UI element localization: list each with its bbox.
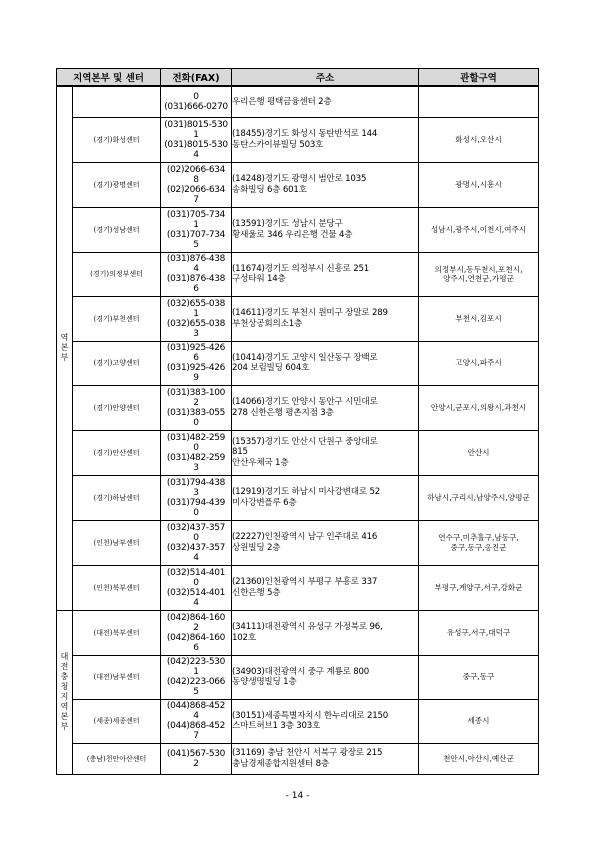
table-row	[57, 565, 539, 610]
jurisdiction-cell	[419, 743, 539, 774]
region-name-char: 부	[60, 353, 69, 363]
address-line: 황새울로 346 우리은행 건물 4층	[232, 229, 353, 240]
region-name-char: 본	[60, 343, 69, 353]
phone-cell	[161, 520, 232, 565]
table-row	[57, 430, 539, 475]
address-line: 상원빌딩 2층	[232, 542, 281, 553]
phone-line: 2	[193, 622, 199, 633]
phone-line: 0	[193, 91, 199, 102]
jurisdiction-line: 유성구,서구,대덕구	[446, 627, 511, 637]
table-row	[57, 743, 539, 774]
phone-line: 0	[193, 577, 199, 588]
table-row	[57, 117, 539, 162]
center-name-cell: (경기)의정부센터	[73, 252, 161, 296]
center-name-cell: (경기)안산센터	[73, 430, 161, 475]
address-cell	[232, 743, 419, 774]
page-number: - 14 -	[285, 791, 310, 801]
address-line: (18455)경기도 화성시 동탄반석로 144	[232, 129, 378, 139]
phone-line: (031)8015-530	[164, 139, 228, 150]
region-name-char: 본	[60, 712, 69, 721]
phone-line: 5	[193, 687, 199, 697]
table-body	[57, 86, 539, 774]
address-line: (15357)경기도 안산시 단원구 중앙대로	[232, 436, 378, 447]
address-cell	[232, 385, 419, 430]
jurisdiction-cell	[419, 117, 539, 162]
phone-line: (031)925-426	[166, 363, 226, 373]
phone-line: 0	[193, 417, 199, 428]
phone-cell	[161, 475, 232, 520]
table-row	[57, 252, 539, 296]
phone-line: 2	[193, 397, 199, 408]
phone-cell	[161, 385, 232, 430]
phone-line: 7	[193, 194, 199, 205]
address-line: (11674)경기도 의정부시 신흥로 251	[232, 263, 370, 274]
phone-line: (032)655-038	[166, 318, 226, 329]
address-line: (34111)대전광역시 유성구 가정북로 96,	[232, 622, 383, 632]
jurisdiction-cell	[419, 341, 539, 385]
table-row	[57, 162, 539, 207]
jurisdiction-line: 성남시,광주시,이천시,여주시	[430, 224, 527, 234]
address-line: 구성타워 14층	[232, 274, 286, 284]
phone-line: (031)794-438	[166, 477, 226, 488]
address-cell	[232, 565, 419, 610]
phone-cell	[161, 117, 232, 162]
phone-line: (032)437-357	[166, 542, 226, 553]
phone-cell	[161, 699, 232, 743]
phone-line: (032)514-401	[166, 587, 226, 598]
phone-line: 3	[193, 328, 199, 339]
phone-line: (032)437-357	[166, 522, 226, 533]
phone-line: (031)876-438	[166, 254, 226, 264]
jurisdiction-line: 세종시	[467, 716, 490, 726]
address-cell	[232, 475, 419, 520]
jurisdiction-line: 양주시,연천군,가평군	[443, 274, 514, 283]
phone-cell	[161, 162, 232, 207]
center-name-cell: (충남)천안아산센터	[73, 743, 161, 774]
address-line: 815	[232, 447, 248, 458]
address-line: (31169) 충남 천안시 서북구 광장로 215	[232, 748, 383, 758]
phone-cell	[161, 86, 232, 117]
table-row	[57, 655, 539, 699]
phone-line: 1	[193, 219, 199, 230]
address-cell	[232, 341, 419, 385]
address-cell	[232, 117, 419, 162]
phone-cell	[161, 655, 232, 699]
phone-cell	[161, 565, 232, 610]
center-directory-table	[56, 68, 539, 775]
table-row	[57, 475, 539, 520]
address-cell	[232, 520, 419, 565]
center-name-cell: (인천)남부센터	[73, 520, 161, 565]
jurisdiction-cell	[419, 252, 539, 296]
header-region: 지역본부 및 센터	[57, 69, 161, 87]
address-line: 충남경제종합지원센터 8층	[232, 758, 329, 769]
phone-line: 6	[193, 353, 199, 363]
header-address: 주소	[232, 69, 419, 87]
jurisdiction-line: 의정부시,동두천시,포천시,	[434, 264, 523, 274]
jurisdiction-cell	[419, 296, 539, 341]
address-cell	[232, 86, 419, 117]
phone-line: (032)514-401	[166, 567, 226, 578]
phone-line: (042)223-530	[166, 657, 226, 667]
jurisdiction-cell	[419, 565, 539, 610]
center-name-cell: (경기)부천센터	[73, 296, 161, 341]
region-name-char: 전	[60, 662, 69, 671]
address-line: 204 보림빌딩 604호	[232, 363, 310, 373]
address-line: 송화빌딩 6층 601호	[232, 184, 307, 195]
center-name-cell: (경기)안양센터	[73, 385, 161, 430]
table-row	[57, 385, 539, 430]
address-line: 102호	[232, 632, 256, 643]
address-cell	[232, 610, 419, 655]
address-line: (14248)경기도 광명시 범안로 1035	[232, 174, 367, 184]
phone-line: (031)876-438	[166, 274, 226, 284]
jurisdiction-cell	[419, 610, 539, 655]
address-line: 신한은행 5층	[232, 587, 281, 598]
address-line: 우리은행 평택금융센터 2층	[232, 96, 332, 107]
table-row	[57, 296, 539, 341]
center-name-cell: (경기)고양센터	[73, 341, 161, 385]
address-line: 부천상공회의소1층	[232, 318, 303, 329]
address-line: (14066)경기도 안양시 동안구 시민대로	[232, 397, 378, 407]
address-cell	[232, 296, 419, 341]
phone-line: 6	[193, 284, 199, 294]
address-cell	[232, 699, 419, 743]
table-row	[57, 520, 539, 565]
phone-line: 4	[193, 552, 199, 563]
address-cell	[232, 655, 419, 699]
jurisdiction-line: 안산시	[467, 447, 490, 457]
jurisdiction-line: 화성시,오산시	[455, 134, 502, 144]
phone-cell	[161, 610, 232, 655]
phone-line: (031)383-100	[166, 387, 226, 398]
phone-line: (031)383-055	[166, 407, 226, 418]
phone-cell	[161, 341, 232, 385]
jurisdiction-cell	[419, 207, 539, 252]
phone-line: (032)655-038	[166, 298, 226, 309]
region-name-char: 충	[60, 672, 69, 681]
jurisdiction-cell	[419, 86, 539, 117]
jurisdiction-line: 천안시,아산시,예산군	[443, 753, 514, 763]
center-name-cell	[73, 86, 161, 117]
phone-line: (031)8015-530	[164, 119, 228, 130]
phone-line: (031)482-259	[166, 432, 226, 443]
region-name-char: 대	[60, 652, 69, 661]
phone-cell	[161, 207, 232, 252]
table-row	[57, 610, 539, 655]
region-name-char: 역	[60, 333, 69, 343]
jurisdiction-line: 광명시,시흥시	[455, 179, 502, 189]
region-name-char: 역	[60, 702, 69, 711]
center-name-cell: (세종)세종센터	[73, 699, 161, 743]
address-cell	[232, 430, 419, 475]
phone-line: 6	[193, 642, 199, 653]
phone-line: 0	[193, 507, 199, 518]
phone-line: 7	[193, 731, 199, 741]
phone-line: (031)482-259	[166, 452, 226, 463]
center-name-cell: (인천)북부센터	[73, 565, 161, 610]
phone-line: 0	[193, 442, 199, 453]
phone-line: (031)666-0270	[164, 101, 228, 112]
phone-line: 8	[193, 174, 199, 185]
table-row	[57, 699, 539, 743]
phone-cell	[161, 296, 232, 341]
phone-line: (041)567-530	[166, 748, 226, 759]
phone-line: (031)925-426	[166, 343, 226, 353]
phone-line: (02)2066-634	[166, 184, 226, 195]
region-name-cell	[57, 610, 73, 774]
phone-line: 9	[193, 373, 199, 383]
header-phone: 전화(FAX)	[161, 69, 232, 87]
phone-line: (031)705-734	[166, 209, 226, 220]
center-name-cell: (경기)화성센터	[73, 117, 161, 162]
jurisdiction-line: 부평구,계양구,서구,강화군	[434, 582, 523, 592]
table-row	[57, 207, 539, 252]
phone-line: 0	[193, 532, 199, 543]
phone-line: (044)868-452	[166, 721, 226, 731]
table-row	[57, 86, 539, 117]
phone-line: 3	[193, 462, 199, 473]
region-name-cell	[57, 86, 73, 610]
phone-line: 4	[193, 264, 199, 274]
phone-line: 5	[193, 239, 199, 250]
jurisdiction-line: 부천시,김포시	[455, 313, 502, 323]
phone-line: (02)2066-634	[166, 164, 226, 175]
region-name-char: 지	[60, 692, 69, 701]
jurisdiction-cell	[419, 520, 539, 565]
jurisdiction-line: 고양시,파주시	[455, 358, 502, 368]
phone-cell	[161, 743, 232, 774]
phone-line: (042)864-160	[166, 612, 226, 623]
phone-line: 1	[193, 667, 199, 677]
jurisdiction-cell	[419, 655, 539, 699]
jurisdiction-cell	[419, 162, 539, 207]
jurisdiction-line: 중구,동구,옹진군	[450, 542, 507, 552]
jurisdiction-cell	[419, 385, 539, 430]
table-row	[57, 341, 539, 385]
region-name-char: 부	[60, 722, 69, 731]
address-line: (14611)경기도 부천시 원미구 장말로 289	[232, 308, 388, 318]
address-line: 미사강변플루 6층	[232, 497, 297, 508]
phone-line: 1	[193, 308, 199, 319]
address-cell	[232, 207, 419, 252]
phone-line: (031)707-734	[166, 229, 226, 240]
address-line: 스마트허브1 3층 303호	[232, 721, 321, 731]
jurisdiction-line: 안양시,군포시,의왕시,과천시	[430, 402, 527, 412]
center-name-cell: (경기)성남센터	[73, 207, 161, 252]
center-name-cell: (경기)하남센터	[73, 475, 161, 520]
address-line: (10414)경기도 고양시 일산동구 장백로	[232, 352, 378, 363]
header-area: 관할구역	[419, 69, 539, 87]
phone-line: (044)868-452	[166, 701, 226, 711]
phone-line: 1	[193, 129, 199, 140]
address-line: (21360)인천광역시 부평구 부흥로 337	[232, 577, 378, 587]
address-line: 동양생명빌딩 1층	[232, 677, 297, 687]
center-name-cell: (대전)북부센터	[73, 610, 161, 655]
jurisdiction-line: 하남시,구리시,남양주시,양평군	[427, 492, 530, 502]
phone-line: 4	[193, 149, 199, 160]
phone-cell	[161, 252, 232, 296]
region-name-char: 청	[60, 682, 69, 691]
phone-line: 2	[193, 758, 199, 769]
address-line: (34903)대전광역시 중구 계룡로 800	[232, 666, 370, 677]
phone-line: 4	[193, 711, 199, 721]
jurisdiction-cell	[419, 475, 539, 520]
table-header-row	[57, 69, 539, 87]
address-line: 278 신한은행 평촌지점 3층	[232, 407, 334, 418]
address-line: (22227)인천광역시 남구 인주대로 416	[232, 532, 378, 542]
jurisdiction-cell	[419, 430, 539, 475]
address-line: (13591)경기도 성남시 분당구	[232, 219, 343, 229]
center-name-cell: (경기)광명센터	[73, 162, 161, 207]
address-line: 동탄스카이뷰빌딩 503호	[232, 139, 324, 150]
address-cell	[232, 252, 419, 296]
center-name-cell: (대전)남부센터	[73, 655, 161, 699]
address-cell	[232, 162, 419, 207]
jurisdiction-cell	[419, 699, 539, 743]
jurisdiction-line: 중구,동구	[462, 672, 495, 682]
phone-line: (042)223-066	[166, 677, 226, 687]
address-line: (12919)경기도 하남시 미사강변대로 52	[232, 487, 381, 497]
phone-line: (031)794-439	[166, 497, 226, 508]
address-line: (30151)세종특별자치시 한누리대로 2150	[232, 710, 389, 721]
phone-line: 3	[193, 487, 199, 498]
phone-cell	[161, 430, 232, 475]
address-line: 안산우체국 1층	[232, 457, 289, 468]
phone-line: (042)864-160	[166, 632, 226, 643]
jurisdiction-line: 연수구,미추홀구,남동구,	[438, 533, 519, 542]
phone-line: 4	[193, 597, 199, 608]
